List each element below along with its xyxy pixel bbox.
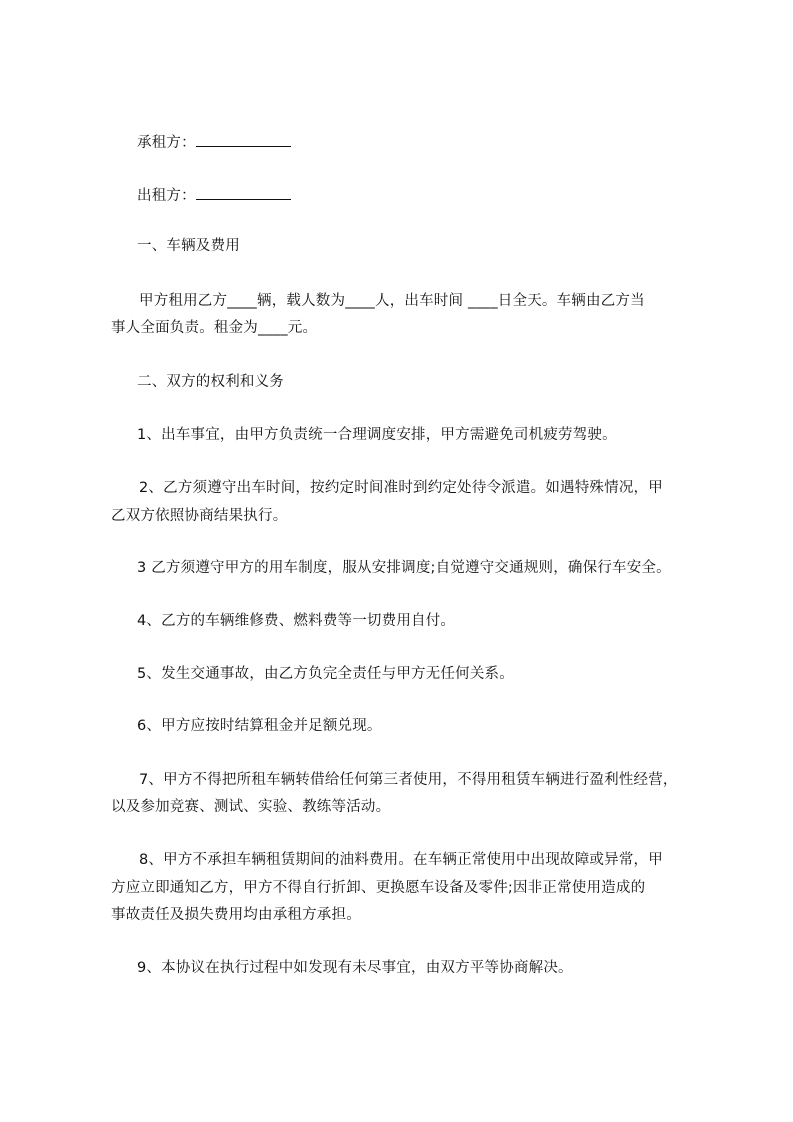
section-heading-rights-obligations: 二、双方的权利和义务: [137, 374, 284, 390]
clause-2-line1: 2、乙方须遵守出车时间，按约定时间准时到约定处待令派遣。如遇特殊情况，甲: [139, 480, 663, 496]
clause-5: 5、发生交通事故，由乙方负完全责任与甲方无任何关系。: [137, 666, 514, 682]
lessor-label: 出租方：: [137, 188, 196, 204]
clause-9: 9、本协议在执行过程中如发现有未尽事宜，由双方平等协商解决。: [137, 960, 573, 976]
section1-paragraph-line2: 事人全面负责。租金为____元。: [111, 320, 318, 336]
clause-7-line2: 以及参加竞赛、测试、实验、教练等活动。: [111, 799, 391, 815]
lessor-blank[interactable]: [196, 185, 291, 200]
lessee-line: [137, 132, 291, 153]
lessee-label: 承租方：: [137, 135, 196, 151]
clause-3: 3 乙方须遵守甲方的用车制度，服从安排调度;自觉遵守交通规则，确保行车安全。: [137, 560, 671, 576]
clause-4: 4、乙方的车辆维修费、燃料费等一切费用自付。: [137, 613, 456, 629]
section1-paragraph-line1: 甲方租用乙方____辆，载人数为____人，出车时间 ____日全天。车辆由乙方当: [139, 293, 645, 309]
clause-2-line2: 乙双方依照协商结果执行。: [111, 508, 288, 524]
clause-6: 6、甲方应按时结算租金并足额兑现。: [137, 718, 382, 734]
clause-8-line3: 事故责任及损失费用均由承租方承担。: [111, 907, 361, 923]
clause-8-line1: 8、甲方不承担车辆租赁期间的油料费用。在车辆正常使用中出现故障或异常，甲: [139, 852, 663, 868]
lessor-line: [137, 185, 291, 206]
clause-8-line2: 方应立即通知乙方，甲方不得自行折卸、更换愿车设备及零件;因非正常使用造成的: [111, 880, 646, 896]
clause-7-line1: 7、甲方不得把所租车辆转借给任何第三者使用，不得用租赁车辆进行盈利性经营，: [139, 772, 678, 788]
lessee-blank[interactable]: [196, 132, 291, 147]
section-heading-vehicle-fees: 一、车辆及费用: [137, 238, 240, 254]
clause-1: 1、出车事宜，由甲方负责统一合理调度安排，甲方需避免司机疲劳驾驶。: [137, 427, 617, 443]
